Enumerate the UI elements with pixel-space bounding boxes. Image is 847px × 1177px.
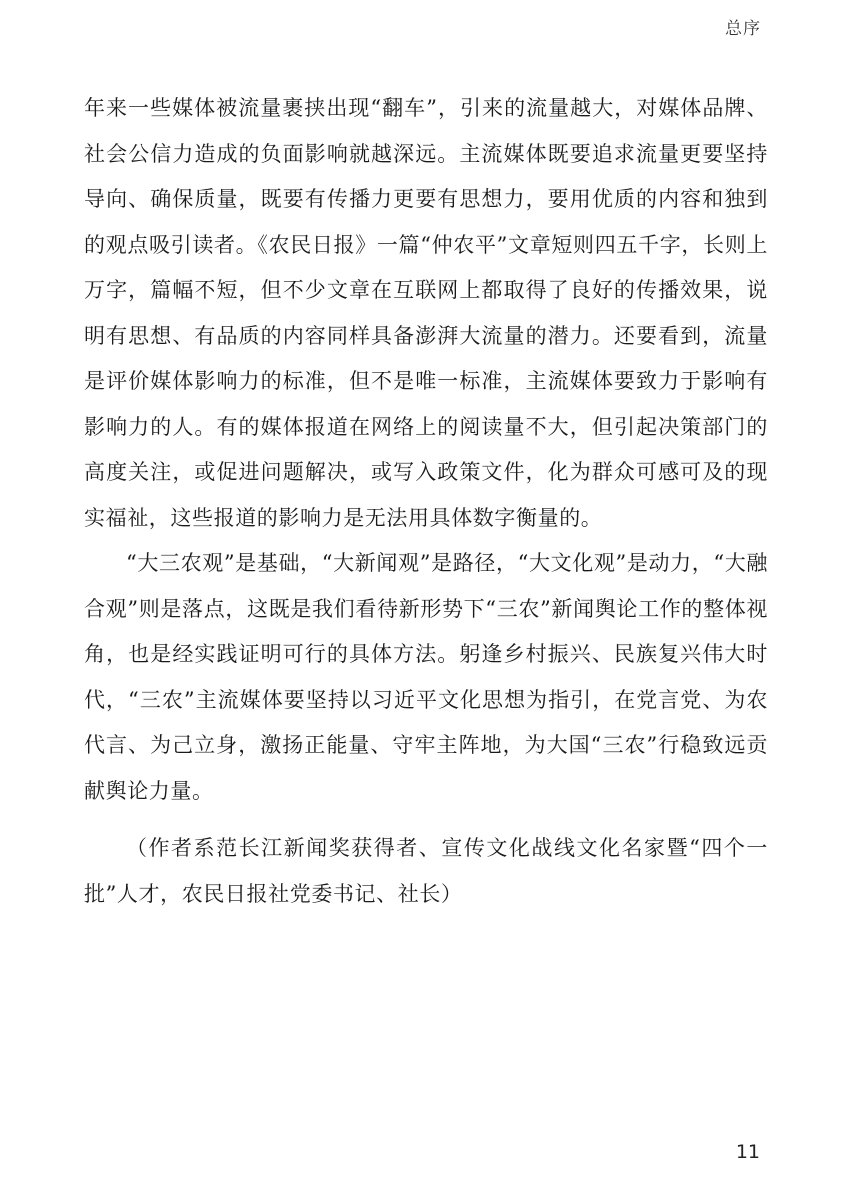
page-number: 11 xyxy=(735,1141,760,1163)
paragraph-conclusion: “大三农观”是基础，“大新闻观”是路径，“大文化观”是动力，“大融合观”则是落点，这既是我们看待新形势下“三农”新闻舆论工作的整体视角，也是经实践证明可行的具体方法。躬逢乡村振兴、民族复兴伟大时代，“三农”主流媒体要坚持以习近平文化思想为指引，在党言党、为农代言、为己立身，激扬正能量、守牢主阵地，为大国“三农”行稳致远贡献舆论力量。 xyxy=(84,551,768,803)
running-header xyxy=(725,14,761,39)
main-text xyxy=(84,86,768,814)
author-note xyxy=(84,826,768,917)
section-title: 总序 xyxy=(725,19,761,39)
author-note-text: （作者系范长江新闻奖获得者、宣传文化战线文化名家暨“四个一批”人才，农民日报社党委书记、社长） xyxy=(84,836,768,906)
paragraph-continued: 年来一些媒体被流量裹挟出现“翻车”，引来的流量越大，对媒体品牌、社会公信力造成的负面影响就越深远。主流媒体既要追求流量更要坚持导向、确保质量，既要有传播力更要有思想力，要用优质的内容和独到的观点吸引读者。《农民日报》一篇“仲农平”文章短则四五千字，长则上万字，篇幅不短，但不少文章在互联网上都取得了良好的传播效果，说明有思想、有品质的内容同样具备澎湃大流量的潜力。还要看到，流量是评价媒体影响力的标准，但不是唯一标准，主流媒体要致力于影响有影响力的人。有的媒体报道在网络上的阅读量不大，但引起决策部门的高度关注，或促进问题解决，或写入政策文件，化为群众可感可及的现实福祉，这些报道的影响力是无法用具体数字衡量的。 xyxy=(84,96,768,530)
